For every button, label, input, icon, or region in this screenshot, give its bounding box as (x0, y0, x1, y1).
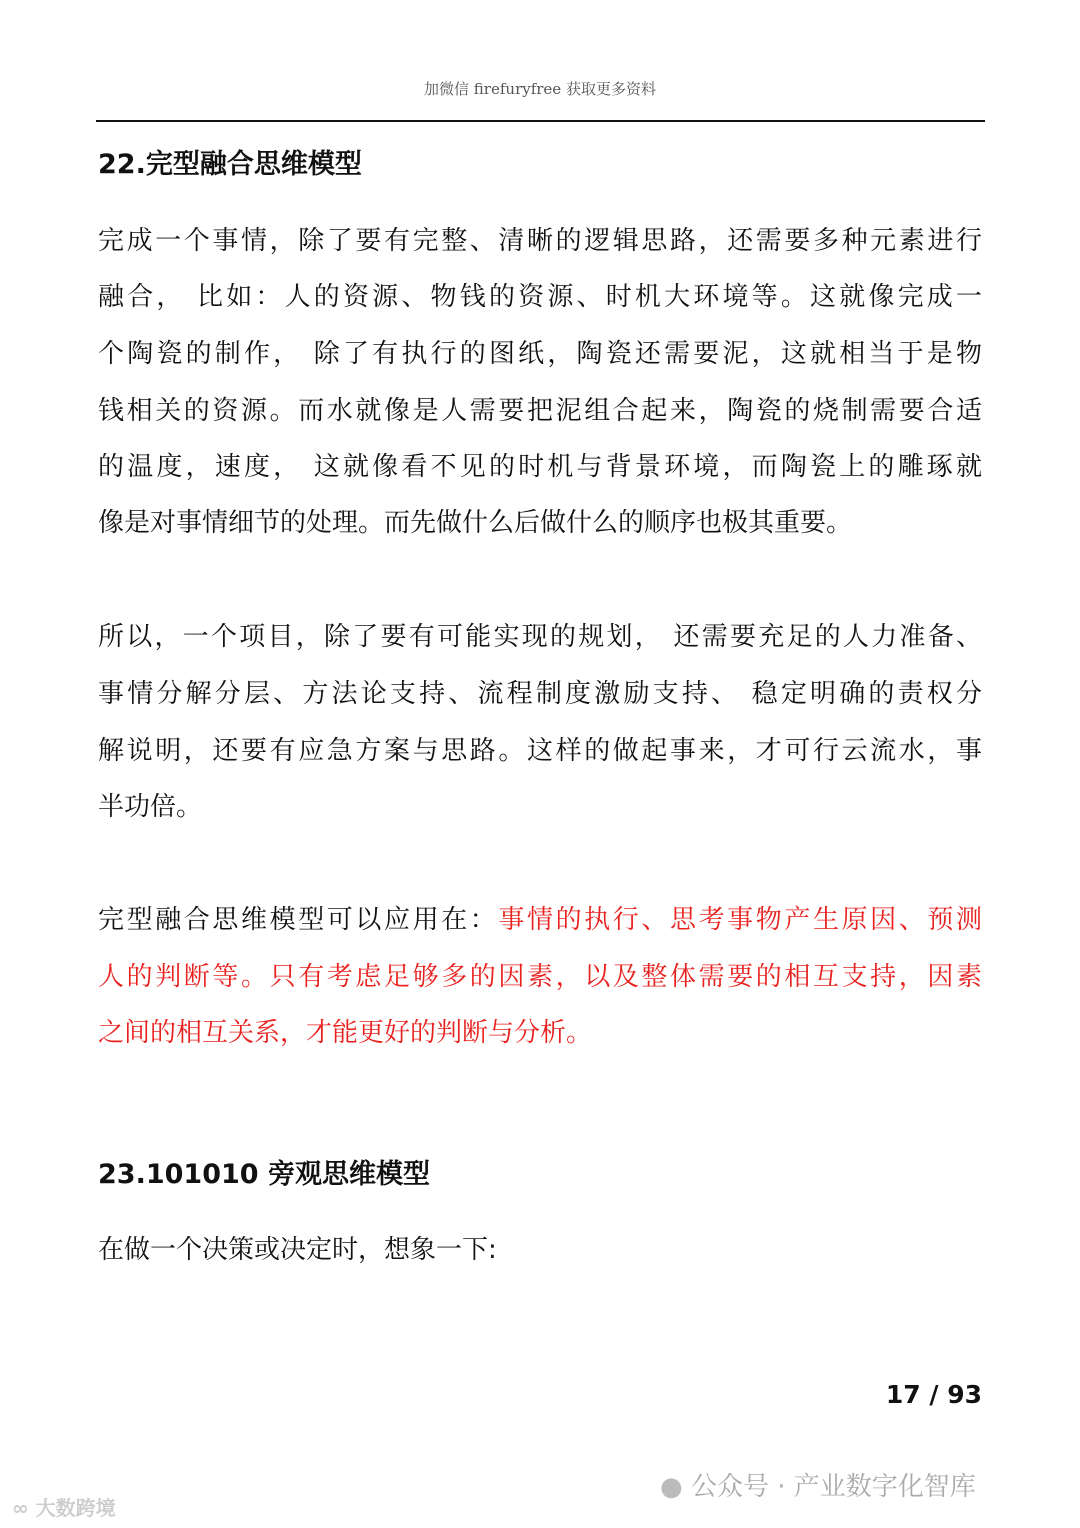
paragraph-line: 所以，一个项目，除了要有可能实现的规划， 还需要充足的人力准备、 (98, 622, 982, 652)
paragraph-line: 解说明，还要有应急方案与思路。这样的做起事来，才可行云流水，事 (98, 736, 982, 766)
paragraph-line: 半功倍。 (98, 792, 203, 822)
logo-text: 大数跨境 (35, 1496, 116, 1520)
para-highlight: 事情的执行、思考事物产生原因、预测 (498, 905, 982, 935)
logo-watermark: ∞ 大数跨境 (12, 1496, 116, 1520)
paragraph-line: 之间的相互关系，才能更好的判断与分析。 (98, 1018, 593, 1048)
paragraph-line: 钱相关的资源。而水就像是人需要把泥组合起来，陶瓷的烧制需要合适 (98, 396, 982, 426)
paragraph-line: 像是对事情细节的处理。而先做什么后做什么的顺序也极其重要。 (98, 508, 853, 538)
page-number: 17 / 93 (885, 1380, 982, 1409)
watermark-text: 公众号 · 产业数字化智库 (690, 1472, 976, 1502)
paragraph-line: 人的判断等。只有考虑足够多的因素，以及整体需要的相互支持，因素 (98, 962, 982, 992)
section-title: 23.101010 旁观思维模型 (98, 1159, 430, 1190)
wechat-watermark (660, 1466, 976, 1503)
paragraph-line: 融合， 比如：人的资源、物钱的资源、时机大环境等。这就像完成一 (98, 282, 982, 312)
paragraph-line (98, 903, 982, 937)
paragraph-line: 的温度，速度， 这就像看不见的时机与背景环境，而陶瓷上的雕琢就 (98, 452, 982, 482)
paragraph-line: 个陶瓷的制作， 除了有执行的图纸，陶瓷还需要泥，这就相当于是物 (98, 339, 982, 369)
paragraph-line: 在做一个决策或决定时，想象一下: (98, 1235, 497, 1265)
wechat-icon: ● (660, 1472, 683, 1502)
header-rule (96, 120, 985, 122)
page-header: 加微信 firefuryfree 获取更多资料 (424, 80, 656, 98)
paragraph-line: 完成一个事情，除了要有完整、清晰的逻辑思路，还需要多种元素进行 (98, 226, 982, 256)
paragraph-line: 事情分解分层、方法论支持、流程制度激励支持、 稳定明确的责权分 (98, 679, 982, 709)
section-title: 22.完型融合思维模型 (98, 149, 362, 180)
para-prefix: 完型融合思维模型可以应用在： (98, 905, 499, 935)
